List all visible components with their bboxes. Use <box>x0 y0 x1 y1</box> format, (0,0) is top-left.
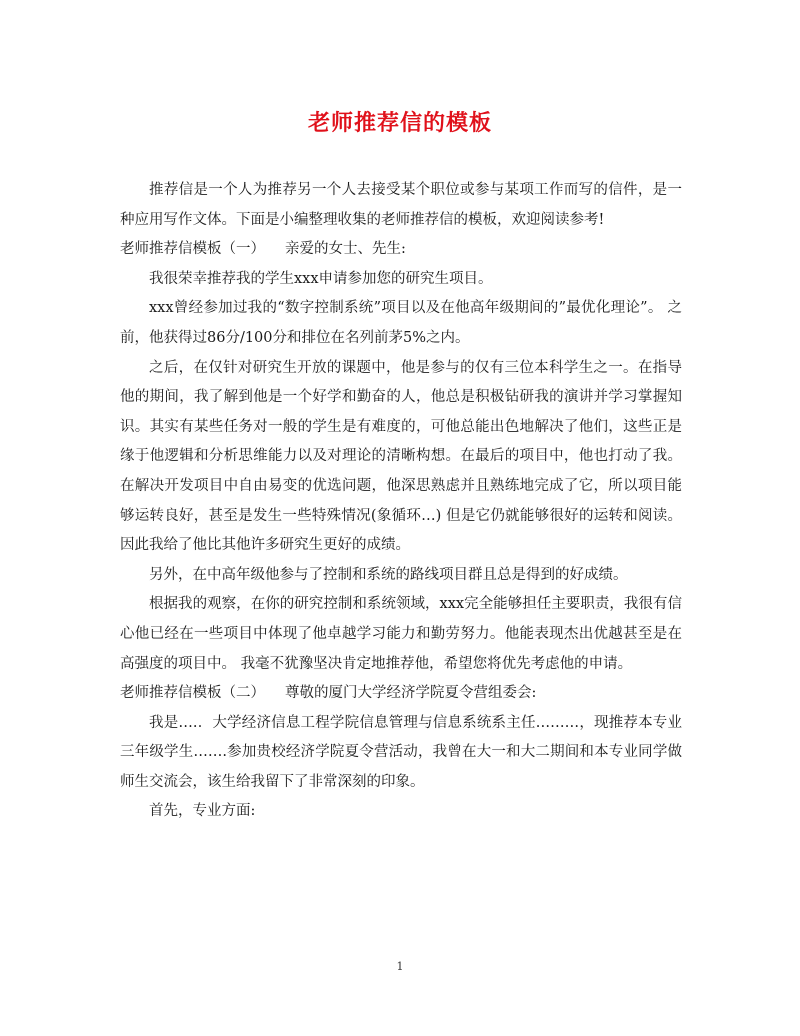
template-2-paragraph-2: 首先，专业方面: <box>149 803 256 820</box>
template-2-salutation: 尊敬的厦门大学经济学院夏令营组委会: <box>285 685 537 702</box>
template-1-paragraph-2: xxx曾经参加过我的“数字控制系统”项目以及在他高年级期间的”最优化理论”。 之前，他获得过86分/100分和排位在名列前茅5%之内。 <box>120 300 682 346</box>
template-2-paragraph-1: 我是….．大学经济信息工程学院信息管理与信息系统系主任………，现推荐本专业三年级学生…….参加贵校经济学院夏令营活动，我曾在大一和大二期间和本专业同学做师生交流会，该生给我留下了非常深刻的印象。 <box>120 714 682 790</box>
template-1-paragraph-3: 之后，在仅针对研究生开放的课题中，他是参与的仅有三位本科学生之一。在指导他的期间，我了解到他是一个好学和勤奋的人，他总是积极钻研我的演讲并学习掌握知识。其实有某些任务对一般的学生是有难度的，可他总能出色地解决了他们，这些正是缘于他逻辑和分析思维能力以及对理论的清晰构想。在最后的项目中，他也打动了我。在解决开发项目中自由易变的优选问题，他深思熟虑并且熟练地完成了它，所以项目能够运转良好，甚至是发生一些特殊情况(象循环…) 但是它仍就能够很好的运转和阅读。 因此我给了他比其他许多研究生更好的成绩。 <box>120 359 682 554</box>
document-body <box>120 176 682 827</box>
intro-paragraph: 推荐信是一个人为推荐另一个人去接受某个职位或参与某项工作而写的信件，是一种应用写作文体。下面是小编整理收集的老师推荐信的模板，欢迎阅读参考! <box>120 182 682 228</box>
page-number: 1 <box>396 960 404 973</box>
template-2-heading: 老师推荐信模板（二） <box>120 685 265 702</box>
template-1-paragraph-4: 另外，在中高年级他参与了控制和系统的路线项目群且总是得到的好成绩。 <box>149 566 628 583</box>
template-1-paragraph-1: 我很荣幸推荐我的学生xxx申请参加您的研究生项目。 <box>149 270 493 287</box>
template-1-salutation: 亲爱的女士、先生: <box>285 241 406 258</box>
template-1-heading: 老师推荐信模板（一） <box>120 241 265 258</box>
document-title: 老师推荐信的模板 <box>307 110 492 136</box>
template-1-paragraph-5: 根据我的观察，在你的研究控制和系统领域，xxx完全能够担任主要职责，我很有信心他已经在一些项目中体现了他卓越学习能力和勤劳努力。他能表现杰出优越甚至是在高强度的项目中。 我毫不犹豫坚决肯定地推荐他，希望您将优先考虑他的申请。 <box>120 596 682 672</box>
template-1-heading-line <box>120 235 682 265</box>
template-2-heading-line <box>120 679 682 709</box>
